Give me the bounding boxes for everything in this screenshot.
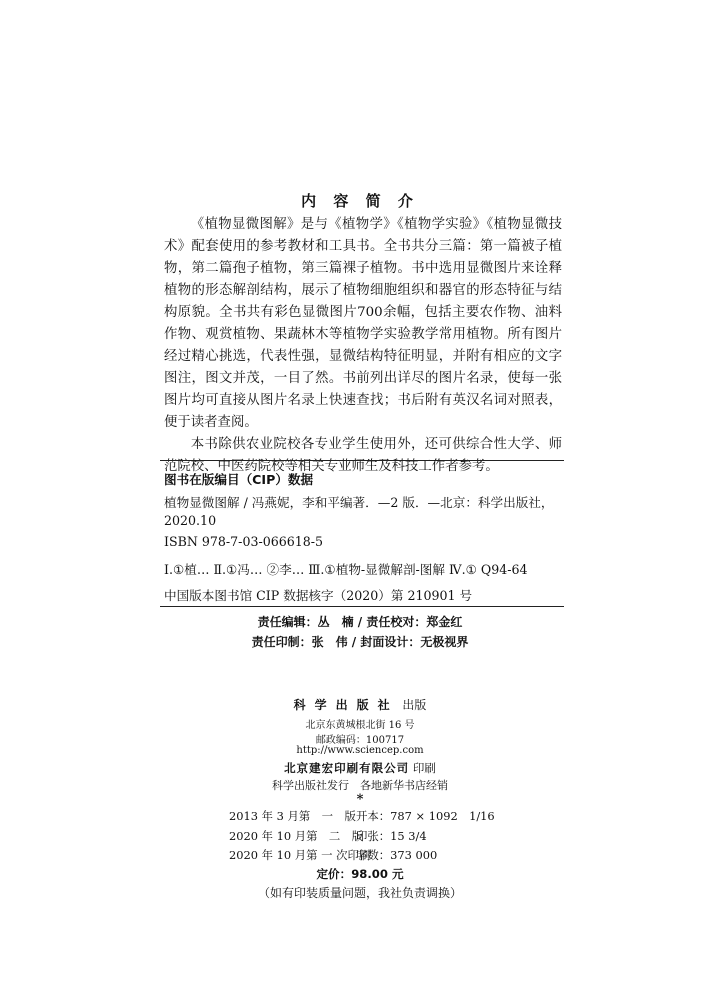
edition-row-2	[229, 828, 427, 844]
distribution-line: 科学出版社发行 各地新华书店经销	[272, 779, 448, 792]
staff-line-2: 责任印制：张 伟 / 封面设计：无极视界	[251, 635, 469, 649]
edition-date: 2020 年 10 月第 一 次印刷	[229, 848, 371, 862]
printer-suffix: 印刷	[412, 761, 436, 775]
edition-date: 2020 年 10 月第 二 版	[229, 829, 364, 843]
cip-classification: Ⅰ.①植… Ⅱ.①冯… ②李… Ⅲ.①植物-显微解剖-图解 Ⅳ.① Q94-64	[164, 562, 528, 577]
cip-heading: 图书在版编目（CIP）数据	[164, 472, 314, 487]
content-introduction	[164, 214, 562, 478]
edition-spec: 开本：787 × 1092 1/16	[356, 809, 495, 823]
intro-paragraph-2: 本书除供农业院校各专业学生使用外，还可供综合性大学、师范院校、中医药院校等相关专业师生及科技工作者参考。	[164, 437, 562, 474]
divider-bottom	[160, 606, 564, 607]
edition-row-3	[229, 847, 437, 863]
publisher-address: 北京东黄城根北街 16 号	[305, 720, 415, 731]
separator-star: *	[356, 792, 364, 807]
printer-logo-text: 北京建宏印刷有限公司	[284, 761, 410, 775]
edition-date: 2013 年 3 月第 一 版	[229, 809, 356, 823]
edition-spec: 印张：15 3/4	[356, 829, 427, 843]
cip-isbn: ISBN 978-7-03-066618-5	[164, 534, 324, 549]
edition-spec: 字数：373 000	[356, 848, 438, 862]
publisher-postcode: 邮政编码：100717	[315, 735, 405, 746]
cip-title-line: 植物显微图解 / 冯燕妮，李和平编著．—2 版．—北京：科学出版社，	[164, 495, 554, 510]
section-title: 内 容 简 介	[301, 192, 419, 210]
cip-record-number: 中国版本图书馆 CIP 数据核字（2020）第 210901 号	[164, 588, 473, 603]
publisher-url: http://www.sciencep.com	[296, 745, 424, 756]
publisher-line	[0, 696, 720, 713]
intro-paragraph-1: 《植物显微图解》是与《植物学》《植物学实验》《植物显微技术》配套使用的参考教材和工具书。全书共分三篇：第一篇被子植物，第二篇孢子植物，第三篇裸子植物。书中选用显微图片来诠释植物的形态解剖结构，展示了植物细胞组织和器官的形态特征与结构原貌。全书共有彩色显微图片700余幅，包括主要农作物、油料作物、观赏植物、果蔬林木等植物学实验教学常用植物。所有图片经过精心挑选，代表性强，显微结构特征明显，并附有相应的文字图注，图文并茂，一目了然。书前列出详尽的图片名录，使每一张图片均可直接从图片名录上快速查找；书后附有英汉名词对照表，便于读者查阅。	[164, 217, 562, 430]
divider-top	[160, 460, 564, 461]
staff-line-1: 责任编辑：丛 楠 / 责任校对：郑金红	[257, 615, 463, 629]
publisher-suffix: 出版	[402, 698, 427, 712]
quality-notice: （如有印装质量问题，我社负责调换）	[257, 886, 462, 900]
cip-date-line: 2020.10	[164, 513, 217, 528]
publisher-logo-text: 科学出版社	[293, 698, 399, 712]
printer-line	[0, 760, 720, 776]
edition-row-1	[229, 808, 495, 824]
price: 定价：98.00 元	[316, 867, 404, 881]
